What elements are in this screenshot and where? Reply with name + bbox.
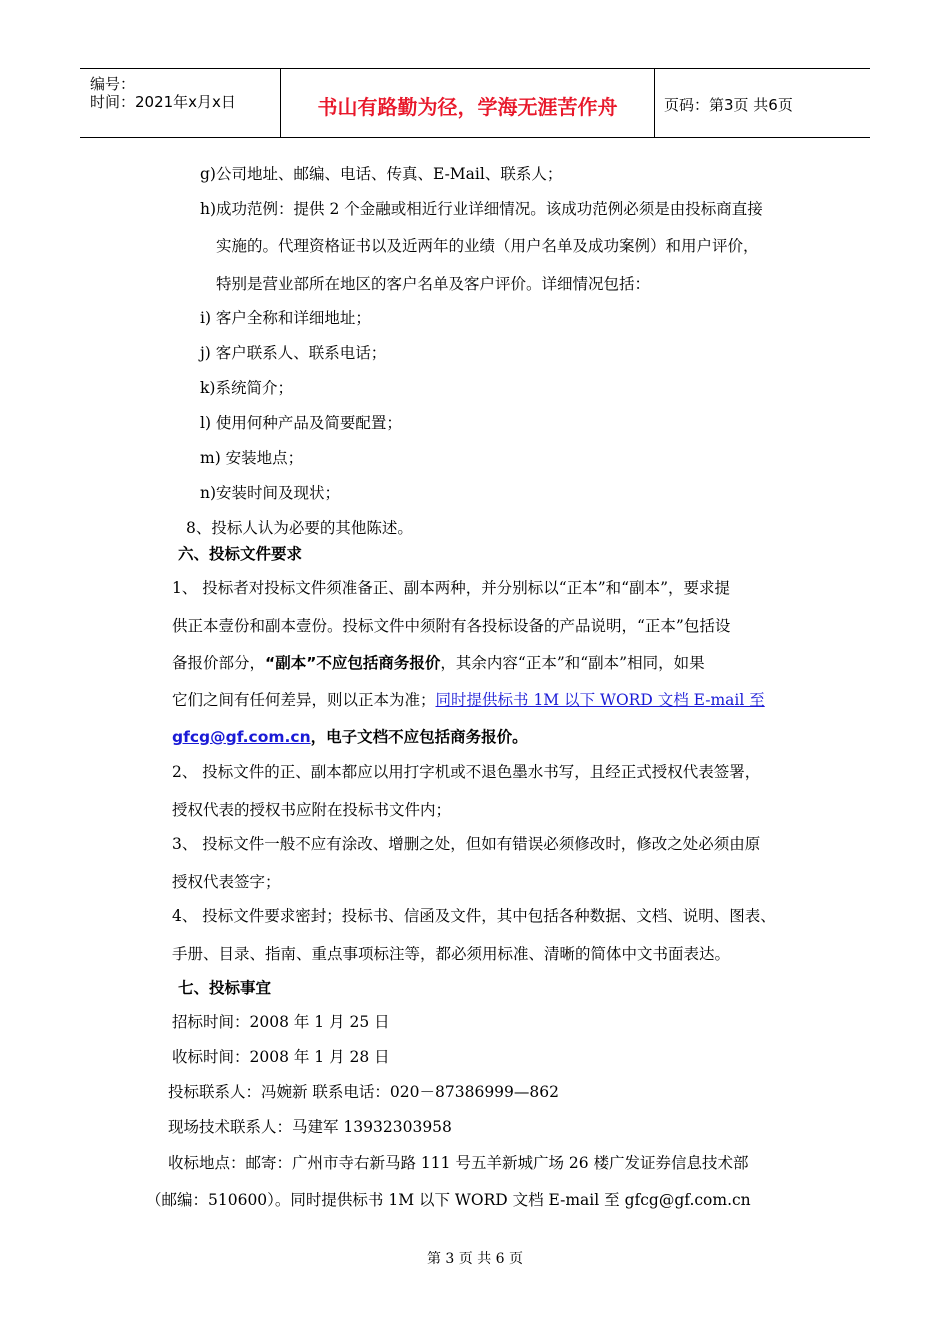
section-6-item3-line1: 3、 投标文件一般不应有涂改、增删之处，但如有错误必须修改时，修改之处必须由原 <box>172 835 761 853</box>
electronic-doc-note: ，电子文档不应包括商务报价。 <box>310 728 528 746</box>
section-6-item4-line1: 4、 投标文件要求密封；投标书、信函及文件，其中包括各种数据、文档、说明、图表、 <box>172 907 776 925</box>
header-right-cell <box>654 69 870 137</box>
section-6-item4-line2: 手册、目录、指南、重点事项标注等，都必须用标准、清晰的简体中文书面表达。 <box>172 945 731 963</box>
onsite-tech-contact: 现场技术联系人：马建军 13932303958 <box>168 1118 452 1136</box>
section-6-item1-line1: 1、 投标者对投标文件须准备正、副本两种，并分别标以“正本”和“副本”，要求提 <box>172 579 730 597</box>
document-number-label: 编号： <box>90 75 136 93</box>
header-middle-cell <box>280 69 655 137</box>
section-6-item1-line2: 供正本壹份和副本壹份。投标文件中须附有各投标设备的产品说明，“正本”包括设 <box>172 617 731 635</box>
email-submission-link[interactable]: 同时提供标书 1M 以下 WORD 文档 E-mail 至 <box>435 691 765 709</box>
line3-text-c: ，其余内容“正本”和“副本”相同，如果 <box>440 654 705 672</box>
section-6-item1-line5 <box>172 725 528 747</box>
line4-text-a: 它们之间有任何差异，则以正本为准； <box>172 691 436 709</box>
section-6-item3-line2: 授权代表签字； <box>172 873 281 891</box>
item-l: l) 使用何种产品及简要配置； <box>200 414 402 432</box>
item-n: n)安装时间及现状； <box>200 484 341 502</box>
item-g: g)公司地址、邮编、电话、传真、E-Mail、联系人； <box>200 165 563 183</box>
section-6-item2-line2: 授权代表的授权书应附在投标书文件内； <box>172 801 452 819</box>
document-time-label: 时间：2021年x月x日 <box>90 93 236 111</box>
receipt-address-line2: （邮编：510600）。同时提供标书 1M 以下 WORD 文档 E-mail 至 gfcg@gf.com.cn <box>146 1191 751 1209</box>
item-h-line1: h)成功范例：提供 2 个金融或相近行业详细情况。该成功范例必须是由投标商直接 <box>200 200 763 218</box>
page-header <box>80 68 870 138</box>
item-m: m) 安装地点； <box>200 449 304 467</box>
receipt-time: 收标时间：2008 年 1 月 28 日 <box>172 1048 390 1066</box>
bold-no-commercial-quote: “副本”不应包括商务报价 <box>265 654 441 672</box>
bid-contact: 投标联系人：冯婉新 联系电话：020－87386999—862 <box>168 1083 559 1101</box>
line3-text-a: 备报价部分， <box>172 654 266 672</box>
page-footer: 第 3 页 共 6 页 <box>426 1251 524 1267</box>
section-6-heading: 六、投标文件要求 <box>178 545 303 563</box>
section-7-heading: 七、投标事宜 <box>178 979 272 997</box>
section-6-item1-line4 <box>172 688 765 710</box>
item-i: i) 客户全称和详细地址； <box>200 309 371 327</box>
header-motto: 书山有路勤为径，学海无涯苦作舟 <box>317 95 618 119</box>
item-k: k)系统简介； <box>200 379 293 397</box>
header-page-number: 页码：第3页 共6页 <box>664 96 793 114</box>
receipt-address-line1: 收标地点：邮寄：广州市寺右新马路 111 号五羊新城广场 26 楼广发证券信息技术部 <box>168 1154 749 1172</box>
header-left-cell <box>80 69 280 137</box>
email-address-link[interactable]: gfcg@gf.com.cn <box>172 728 311 746</box>
item-8: 8、投标人认为必要的其他陈述。 <box>186 519 413 537</box>
item-h-line3: 特别是营业部所在地区的客户名单及客户评价。详细情况包括： <box>216 275 651 293</box>
item-j: j) 客户联系人、联系电话； <box>200 344 387 362</box>
item-h-line2: 实施的。代理资格证书以及近两年的业绩（用户名单及成功案例）和用户评价， <box>216 237 759 255</box>
section-6-item1-line3 <box>172 651 705 673</box>
section-6-item2-line1: 2、 投标文件的正、副本都应以用打字机或不退色墨水书写，且经正式授权代表签署， <box>172 763 761 781</box>
tender-time: 招标时间：2008 年 1 月 25 日 <box>172 1013 390 1031</box>
